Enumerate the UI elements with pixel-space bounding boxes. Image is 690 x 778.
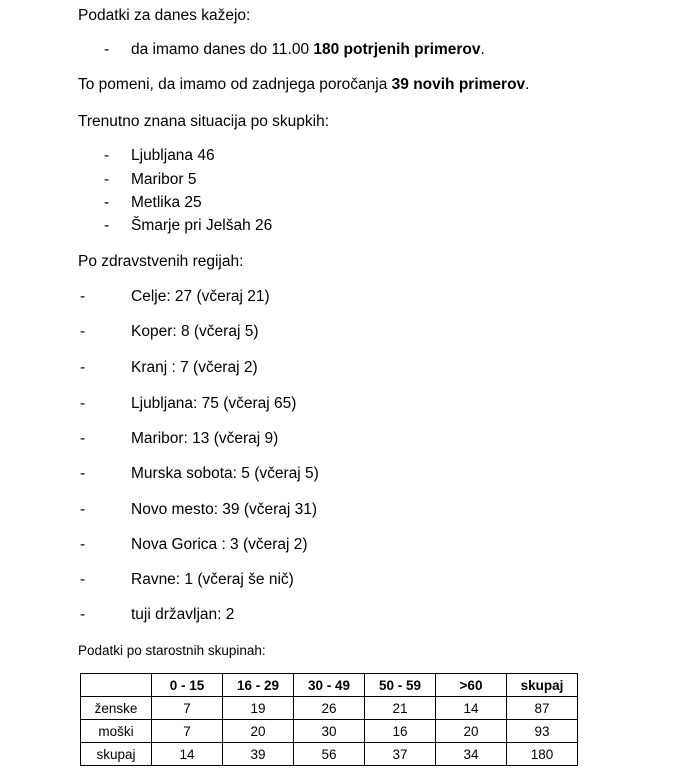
table-corner-cell <box>81 674 152 697</box>
region-item: Ljubljana: 75 (včeraj 65) <box>131 395 297 412</box>
row-label: ženske <box>81 697 152 720</box>
bullet-dash: - <box>104 194 110 211</box>
age-groups-heading: Podatki po starostnih skupinah: <box>78 643 266 658</box>
today-prefix: da imamo danes do 11.00 <box>131 41 314 58</box>
table-row <box>81 720 578 743</box>
column-header: skupaj <box>507 674 578 697</box>
column-header: >60 <box>436 674 507 697</box>
clusters-heading: Trenutno znana situacija po skupkih: <box>78 113 330 130</box>
region-item: Celje: 27 (včeraj 21) <box>131 288 270 305</box>
cluster-item: Maribor 5 <box>131 171 197 188</box>
table-cell: 180 <box>507 743 578 766</box>
table-cell: 56 <box>294 743 365 766</box>
region-item: Kranj : 7 (včeraj 2) <box>131 359 258 376</box>
column-header: 16 - 29 <box>223 674 294 697</box>
table-cell: 21 <box>365 697 436 720</box>
bullet-dash: - <box>104 217 110 234</box>
region-item: Novo mesto: 39 (včeraj 31) <box>131 501 318 518</box>
table-cell: 19 <box>223 697 294 720</box>
bullet-dash: - <box>80 288 86 305</box>
table-cell: 14 <box>152 743 223 766</box>
cluster-item: Ljubljana 46 <box>131 147 215 164</box>
column-header: 30 - 49 <box>294 674 365 697</box>
table-cell: 20 <box>436 720 507 743</box>
today-cases-item <box>131 40 485 60</box>
today-suffix: . <box>480 41 485 58</box>
cluster-item: Šmarje pri Jelšah 26 <box>131 217 273 234</box>
row-label: skupaj <box>81 743 152 766</box>
column-header: 50 - 59 <box>365 674 436 697</box>
bullet-dash: - <box>80 501 86 518</box>
bullet-dash: - <box>80 571 86 588</box>
table-header-row <box>81 674 578 697</box>
region-item: Ravne: 1 (včeraj še nič) <box>131 571 294 588</box>
bullet-dash: - <box>80 430 86 447</box>
table-cell: 7 <box>152 720 223 743</box>
table-row <box>81 743 578 766</box>
bullet-dash: - <box>104 41 110 58</box>
since-bold: 39 novih primerov <box>391 76 526 93</box>
since-prefix: To pomeni, da imamo od zadnjega poročanja <box>78 76 392 93</box>
table-row <box>81 697 578 720</box>
table-cell: 37 <box>365 743 436 766</box>
table-cell: 34 <box>436 743 507 766</box>
bullet-dash: - <box>80 359 86 376</box>
age-groups-table <box>80 673 578 766</box>
bullet-dash: - <box>80 465 86 482</box>
table-cell: 39 <box>223 743 294 766</box>
bullet-dash: - <box>80 395 86 412</box>
table-cell: 87 <box>507 697 578 720</box>
table-cell: 16 <box>365 720 436 743</box>
column-header: 0 - 15 <box>152 674 223 697</box>
region-item: Koper: 8 (včeraj 5) <box>131 323 259 340</box>
row-label: moški <box>81 720 152 743</box>
region-item: Nova Gorica : 3 (včeraj 2) <box>131 536 308 553</box>
table-cell: 7 <box>152 697 223 720</box>
bullet-dash: - <box>80 323 86 340</box>
since-suffix: . <box>525 76 530 93</box>
region-item: tuji državljan: 2 <box>131 606 235 623</box>
intro-text: Podatki za danes kažejo: <box>78 7 251 24</box>
regions-heading: Po zdravstvenih regijah: <box>78 253 244 270</box>
region-item: Maribor: 13 (včeraj 9) <box>131 430 279 447</box>
cluster-item: Metlika 25 <box>131 194 202 211</box>
bullet-dash: - <box>104 171 110 188</box>
table-cell: 93 <box>507 720 578 743</box>
today-bold: 180 potrjenih primerov <box>313 41 481 58</box>
region-item: Murska sobota: 5 (včeraj 5) <box>131 465 319 482</box>
table-cell: 26 <box>294 697 365 720</box>
bullet-dash: - <box>80 536 86 553</box>
table-cell: 14 <box>436 697 507 720</box>
since-last-text <box>78 75 529 95</box>
table-cell: 20 <box>223 720 294 743</box>
table-cell: 30 <box>294 720 365 743</box>
bullet-dash: - <box>80 606 86 623</box>
bullet-dash: - <box>104 147 110 164</box>
